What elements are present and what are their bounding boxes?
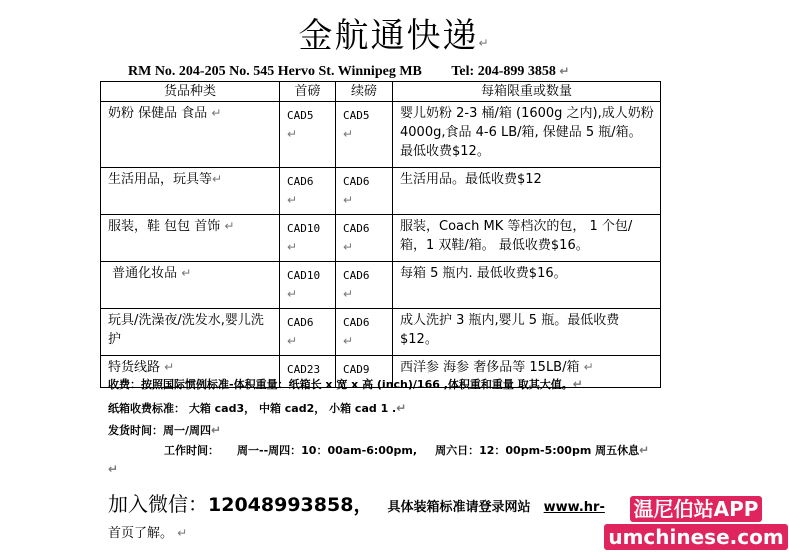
title-text: 金航通快递 xyxy=(298,16,479,56)
limit-cell: 生活用品。最低收费$12 xyxy=(393,168,661,215)
shipping-rates-table xyxy=(100,81,661,388)
paragraph-mark-icon: ↵ xyxy=(287,193,298,207)
wechat-label: 加入微信： xyxy=(108,492,208,516)
blank-paragraph xyxy=(108,462,118,476)
additional-pound-cell: CAD6 ↵ xyxy=(336,262,393,309)
header-category: 货品种类 xyxy=(101,82,280,102)
business-hours-text: 工作时间： 周一--周四：10：00am-6:00pm, 周六日：12：00pm-5:00pm 周五休息↵ xyxy=(164,443,650,457)
address-text: RM No. 204-205 No. 545 Hervo St. Winnipeg MB xyxy=(128,64,422,79)
ship-days-text: 发货时间：周一/周四↵ xyxy=(108,423,222,437)
watermark-app-name: 温尼伯站APP xyxy=(630,496,763,522)
paragraph-mark-icon: ↵ xyxy=(287,240,298,254)
paragraph-mark-icon: ↵ xyxy=(224,219,235,233)
website-link[interactable]: www.hr- xyxy=(543,500,605,515)
paragraph-mark-icon: ↵ xyxy=(181,266,192,280)
limit-cell: 婴儿奶粉 2-3 桶/箱 (1600g 之内),成人奶粉 4000g,食品 4-6 LB/箱, 保健品 5 瓶/箱。最低收费$12。 xyxy=(393,102,661,168)
category-cell: 玩具/洗澡夜/洗发水,婴儿洗护 xyxy=(101,309,280,356)
table-header-row xyxy=(101,82,661,102)
first-pound-cell: CAD10 ↵ xyxy=(280,262,336,309)
paragraph-mark-icon: ↵ xyxy=(211,423,222,437)
site-watermark xyxy=(603,496,789,557)
first-pound-cell: CAD6 ↵ xyxy=(280,309,336,356)
paragraph-mark-icon: ↵ xyxy=(287,127,298,141)
paragraph-mark-icon: ↵ xyxy=(583,360,594,374)
table-row xyxy=(101,168,661,215)
paragraph-mark-icon: ↵ xyxy=(559,64,570,78)
telephone-text: Tel: 204-899 3858 xyxy=(451,64,556,79)
first-pound-cell: CAD23 xyxy=(280,356,336,388)
wechat-phone: 12048993858 xyxy=(208,494,354,516)
fee-rule-text: 收费：按照国际惯例标准-体积重量：纸箱长 x 宽 x 高 (inch)/166 ,体积重和重量 取其大值。↵ xyxy=(108,377,583,391)
category-cell: 生活用品，玩具等↵ xyxy=(101,168,280,215)
limit-cell: 每箱 5 瓶内. 最低收费$16。 xyxy=(393,262,661,309)
paragraph-mark-icon: ↵ xyxy=(287,287,298,301)
paragraph-mark-icon: ↵ xyxy=(287,334,298,348)
address-line xyxy=(128,64,648,80)
table-row xyxy=(101,215,661,262)
watermark-url: umchinese.com xyxy=(604,524,787,550)
paragraph-mark-icon: ↵ xyxy=(343,127,354,141)
paragraph-mark-icon: ↵ xyxy=(478,36,491,50)
first-pound-cell: CAD10 ↵ xyxy=(280,215,336,262)
paragraph-mark-icon: ↵ xyxy=(164,360,175,374)
header-first-pound: 首磅 xyxy=(280,82,336,102)
first-pound-cell: CAD5 ↵ xyxy=(280,102,336,168)
additional-pound-cell: CAD6 ↵ xyxy=(336,168,393,215)
limit-cell: 西洋参 海参 奢侈品等 15LB/箱 ↵ xyxy=(393,356,661,388)
paragraph-mark-icon: ↵ xyxy=(177,526,188,540)
website-instruction: 具体装箱标准请登录网站 xyxy=(387,500,531,515)
box-fee-text: 纸箱收费标准： 大箱 cad3， 中箱 cad2， 小箱 cad 1 .↵ xyxy=(108,401,407,415)
table-row xyxy=(101,102,661,168)
paragraph-mark-icon: ↵ xyxy=(343,193,354,207)
additional-pound-cell: CAD5 ↵ xyxy=(336,102,393,168)
paragraph-mark-icon: ↵ xyxy=(639,443,650,457)
paragraph-mark-icon: ↵ xyxy=(343,334,354,348)
paragraph-mark-icon: ↵ xyxy=(396,401,407,415)
table-row xyxy=(101,262,661,309)
paragraph-mark-icon: ↵ xyxy=(212,172,223,186)
paragraph-mark-icon: ↵ xyxy=(572,377,583,391)
header-additional-pound: 续磅 xyxy=(336,82,393,102)
first-pound-cell: CAD6 ↵ xyxy=(280,168,336,215)
additional-pound-cell: CAD6 ↵ xyxy=(336,215,393,262)
wechat-line xyxy=(108,488,605,517)
table-row xyxy=(101,309,661,356)
additional-pound-cell: CAD9 xyxy=(336,356,393,388)
category-cell: 服装，鞋 包包 首饰 ↵ xyxy=(101,215,280,262)
homepage-text: 首页了解。 ↵ xyxy=(108,526,188,541)
document-title xyxy=(0,8,789,57)
paragraph-mark-icon: ↵ xyxy=(211,106,222,120)
limit-cell: 服装，Coach MK 等档次的包， 1 个包/箱，1 双鞋/箱。 最低收费$16。 xyxy=(393,215,661,262)
paragraph-mark-icon: ↵ xyxy=(343,240,354,254)
header-limit: 每箱限重或数量 xyxy=(393,82,661,102)
limit-cell: 成人洗护 3 瓶内,婴儿 5 瓶。最低收费$12。 xyxy=(393,309,661,356)
category-cell: 特货线路 ↵ xyxy=(101,356,280,388)
wechat-comma: ， xyxy=(353,494,373,516)
paragraph-mark-icon: ↵ xyxy=(108,462,119,476)
category-cell: 奶粉 保健品 食品 ↵ xyxy=(101,102,280,168)
category-cell: 普通化妆品 ↵ xyxy=(101,262,280,309)
additional-pound-cell: CAD6 ↵ xyxy=(336,309,393,356)
paragraph-mark-icon: ↵ xyxy=(343,287,354,301)
